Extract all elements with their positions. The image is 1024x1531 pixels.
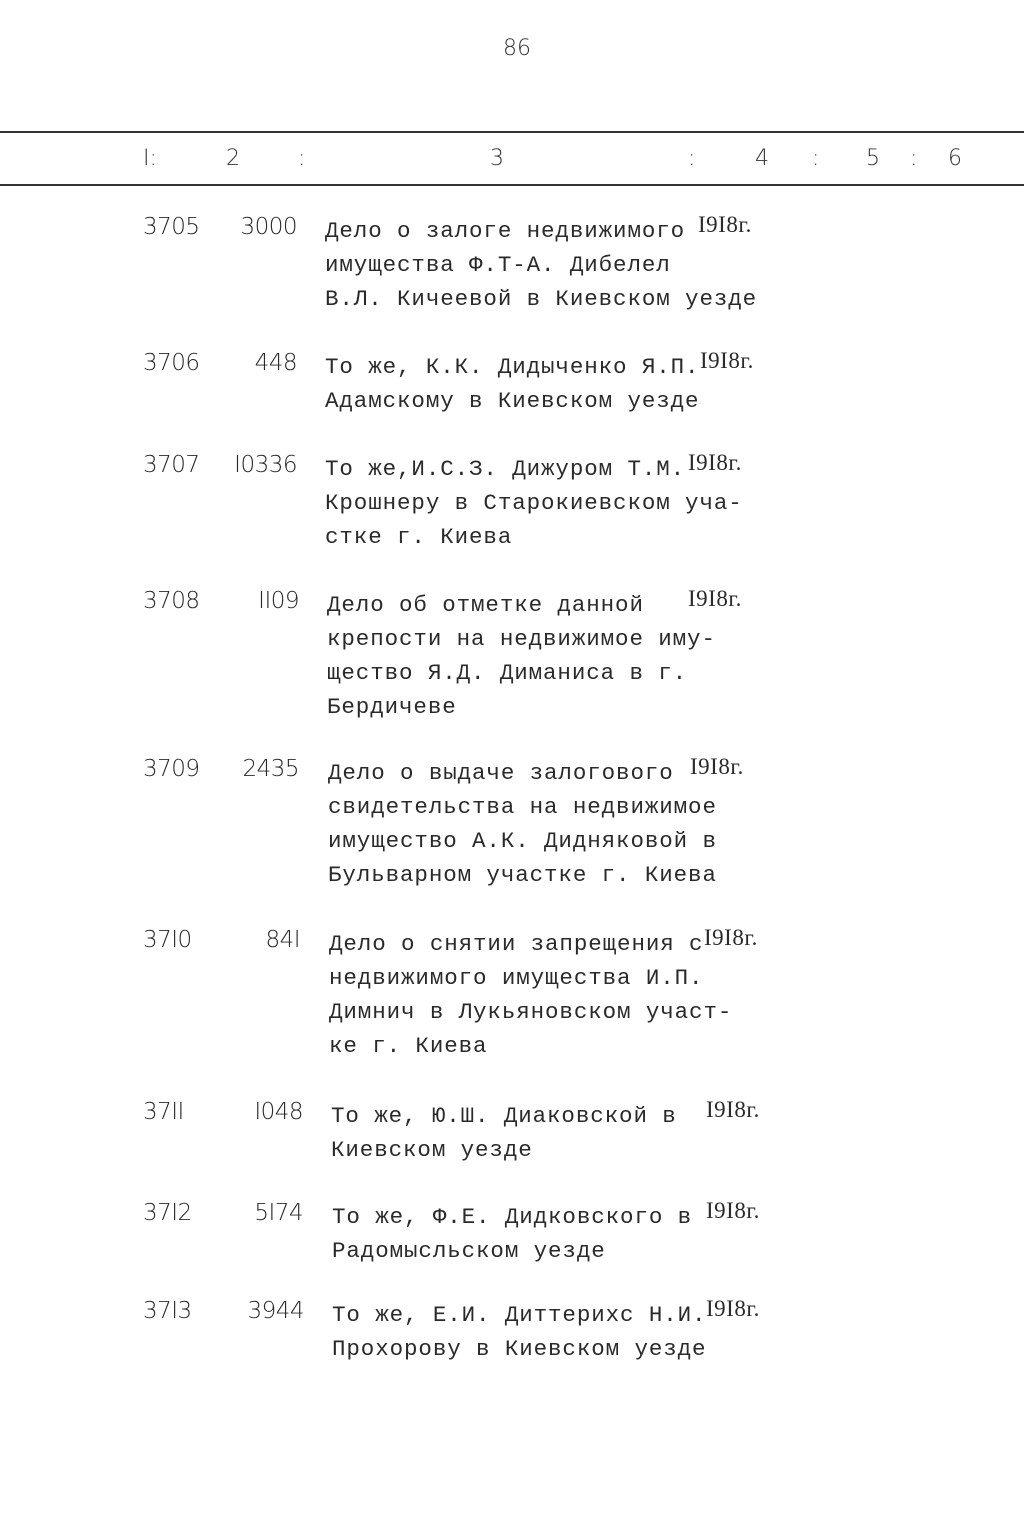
page-number: 86: [503, 36, 531, 61]
description-line: Адамскому в Киевском уезде: [325, 388, 700, 414]
description-line: стке г. Киева: [325, 524, 513, 550]
item-description: [328, 756, 717, 892]
sheet-count: 3000: [240, 214, 297, 240]
item-year: I9I8г.: [704, 925, 758, 950]
item-number: 3705: [143, 214, 200, 240]
header-top-rule: [0, 131, 1024, 133]
sheet-count: 84I: [265, 927, 300, 953]
description-line: Крошнеру в Старокиевском уча-: [325, 490, 743, 516]
item-year: I9I8г.: [700, 348, 754, 373]
description-line: Прохорову в Киевском уезде: [332, 1336, 707, 1362]
item-number: 37I3: [143, 1298, 192, 1324]
description-line: имущества Ф.Т-А. Дибелел: [325, 252, 671, 278]
item-description: [332, 1298, 706, 1366]
description-line: Бердичеве: [327, 694, 457, 720]
description-line: Киевском уезде: [331, 1137, 533, 1163]
item-year: I9I8г.: [688, 450, 742, 475]
item-year: I9I8г.: [690, 754, 744, 779]
sheet-count: 3944: [247, 1298, 304, 1324]
sheet-count: I048: [254, 1099, 303, 1125]
description-line: То же, Ю.Ш. Диаковской в: [331, 1103, 677, 1129]
column-header-cell: 6: [948, 146, 962, 171]
description-line: То же,И.С.З. Дижуром Т.М.: [325, 456, 686, 482]
column-header-cell: :: [910, 146, 918, 171]
description-line: В.Л. Кичеевой в Киевском уезде: [325, 286, 758, 312]
item-year: I9I8г.: [698, 212, 752, 237]
header-bottom-rule: [0, 184, 1024, 186]
sheet-count: I0336: [234, 452, 297, 478]
item-number: 37I2: [143, 1200, 192, 1226]
column-header-cell: :: [812, 146, 820, 171]
sheet-count: 448: [254, 350, 297, 376]
item-number: 3707: [143, 452, 200, 478]
description-line: щество Я.Д. Диманиса в г.: [327, 660, 688, 686]
column-header-cell: I:: [143, 146, 157, 171]
column-header-cell: :: [298, 146, 306, 171]
item-number: 37I0: [143, 927, 192, 953]
description-line: Димнич в Лукьяновском участ-: [329, 999, 733, 1025]
sheet-count: II09: [258, 588, 299, 614]
column-header-cell: 4: [755, 146, 769, 171]
item-number: 37II: [143, 1099, 184, 1125]
description-line: Дело о выдаче залогового: [328, 760, 674, 786]
item-year: I9I8г.: [706, 1198, 760, 1223]
description-line: Радомысльском уезде: [332, 1238, 606, 1264]
sheet-count: 5I74: [254, 1200, 303, 1226]
item-number: 3708: [143, 588, 200, 614]
column-header-cell: 3: [490, 146, 504, 171]
description-line: имущество А.К. Дидняковой в: [328, 828, 717, 854]
description-line: Дело о снятии запрещения с: [329, 931, 704, 957]
description-line: То же, Е.И. Диттерихс Н.И.: [332, 1302, 707, 1328]
description-line: свидетельства на недвижимое: [328, 794, 717, 820]
sheet-count: 2435: [242, 756, 299, 782]
item-year: I9I8г.: [706, 1097, 760, 1122]
column-header-cell: 2: [226, 146, 240, 171]
description-line: Бульварном участке г. Киева: [328, 862, 717, 888]
item-description: [329, 927, 732, 1063]
description-line: ке г. Киева: [329, 1033, 488, 1059]
item-description: [325, 350, 699, 418]
description-line: Дело о залоге недвижимого: [325, 218, 686, 244]
item-description: [332, 1200, 692, 1268]
item-description: [331, 1099, 677, 1167]
description-line: крепости на недвижимое иму-: [327, 626, 716, 652]
item-description: [327, 588, 716, 724]
description-line: Дело об отметке данной: [327, 592, 644, 618]
column-header-cell: 5: [866, 146, 880, 171]
description-line: То же, Ф.Е. Дидковского в: [332, 1204, 693, 1230]
item-year: I9I8г.: [688, 586, 742, 611]
item-number: 3709: [143, 756, 200, 782]
description-line: недвижимого имущества И.П.: [329, 965, 704, 991]
item-number: 3706: [143, 350, 200, 376]
item-description: [325, 214, 757, 316]
item-year: I9I8г.: [706, 1296, 760, 1321]
description-line: То же, К.К. Дидыченко Я.П.: [325, 354, 700, 380]
column-header-cell: :: [688, 146, 696, 171]
item-description: [325, 452, 743, 554]
